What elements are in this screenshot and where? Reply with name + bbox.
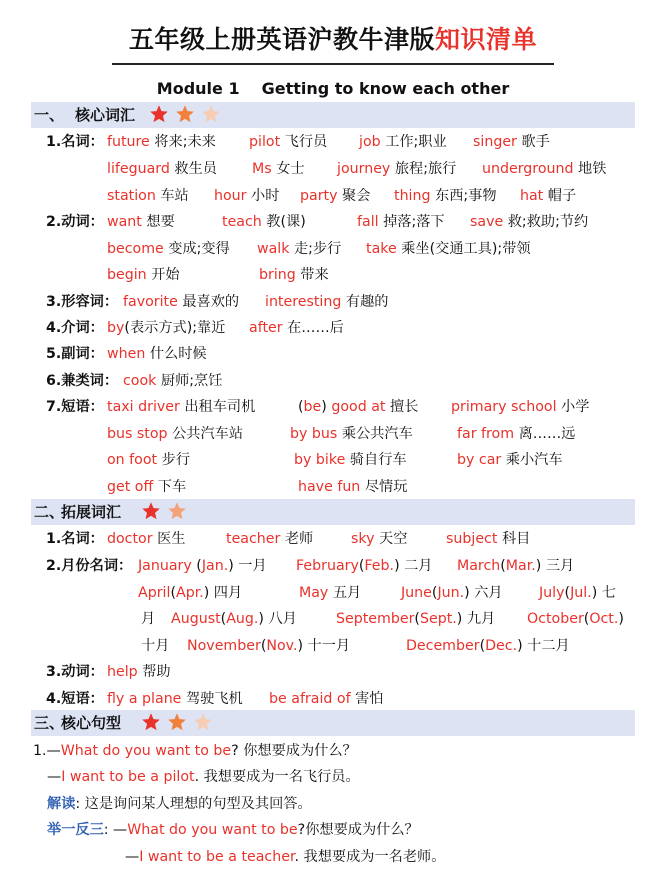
star-half-icon [167,501,187,521]
section-header-extended-vocab [31,499,635,525]
month-item: December(Dec.) 十二月 [406,638,570,654]
vocab-item: subject 科目 [446,531,531,547]
vocab-item: teach 教(课) [222,214,306,230]
adjectives-label: 3.形容词： [46,294,119,310]
phrase-item: by bus 乘公共汽车 [290,426,413,442]
sentence-question: 1.—What do you want to be? 你想要成为什么？ [33,743,357,759]
phrase-item: fly a plane 驾驶飞机 [107,691,243,707]
rating-stars [141,501,188,523]
vocab-item: future 将来;未来 [107,134,216,150]
vocab-item: take 乘坐(交通工具);带领 [366,241,531,257]
section-label: 拓展词汇 [61,503,122,521]
sentence-example-question: 举一反三: —What do you want to be?你想要成为什么？ [47,822,419,838]
vocab-item: walk 走;步行 [257,241,342,257]
star-half-icon [201,104,221,124]
adverbs-label: 5.副词： [46,346,104,362]
vocab-item: pilot 飞行员 [249,134,328,150]
vocab-item: lifeguard 救生员 [107,161,217,177]
vocab-item: Ms 女士 [252,161,305,177]
section-header-core-sentences [31,710,635,736]
vocab-item: when 什么时候 [107,346,207,362]
vocab-item: hour 小时 [214,188,280,204]
section-number: 二、 [34,503,65,521]
vocab-item: teacher 老师 [226,531,314,547]
vocab-item: job 工作;职业 [359,134,447,150]
phrase-item: bus stop 公共汽车站 [107,426,244,442]
module-subtitle [0,78,666,100]
star-half-icon [193,712,213,732]
verbs-label: 2.动词： [46,214,104,230]
title-highlight: 知识清单 [435,25,538,54]
vocab-item: after 在……后 [249,320,344,336]
rating-stars [141,712,214,734]
prepositions-label: 4.介词： [46,320,104,336]
month-item: June(Jun.) 六月 [401,585,503,601]
section-header-core-vocab [31,102,635,128]
month-item: March(Mar.) 三月 [457,558,575,574]
vocab-item: help 帮助 [107,664,171,680]
vocab-item: sky 天空 [351,531,408,547]
vocab-item: favorite 最喜欢的 [123,294,240,310]
sentence-example-answer: —I want to be a teacher. 我想要成为一名老师。 [125,849,446,865]
phrase-item: (be) good at 擅长 [298,399,419,415]
phrase-item: be afraid of 害怕 [269,691,384,707]
month-item: 十月 [141,638,170,654]
month-item: September(Sept.) 九月 [336,611,496,627]
vocab-item: underground 地铁 [482,161,607,177]
phrase-item: primary school 小学 [451,399,590,415]
month-item: February(Feb.) 二月 [296,558,433,574]
ext-nouns-label: 1.名词： [46,531,104,547]
phrase-item: get off 下车 [107,479,187,495]
vocab-item: journey 旅程;旅行 [337,161,457,177]
phrase-item: far from 离……远 [457,426,576,442]
vocab-item: fall 掉落;落下 [357,214,445,230]
nouns-label: 1.名词： [46,134,104,150]
vocab-item: party 聚会 [300,188,371,204]
module-number: Module 1 [156,79,240,98]
section-label: 核心词汇 [75,106,136,124]
vocab-item: thing 东西;事物 [394,188,497,204]
phrase-item: by bike 骑自行车 [294,452,407,468]
month-item: 月 [141,611,156,627]
star-icon [167,712,187,732]
vocab-item: interesting 有趣的 [265,294,389,310]
month-item: August(Aug.) 八月 [171,611,297,627]
star-icon [141,712,161,732]
page-title [0,20,666,60]
vocab-item: cook 厨师;烹饪 [123,373,223,389]
month-item: May 五月 [299,585,362,601]
phrase-item: taxi driver 出租车司机 [107,399,256,415]
vocab-item: want 想要 [107,214,175,230]
star-icon [141,501,161,521]
vocab-item: by(表示方式);靠近 [107,320,226,336]
vocab-item: singer 歌手 [473,134,550,150]
title-main: 五年级上册英语沪教牛津版 [128,25,435,54]
vocab-item: station 车站 [107,188,189,204]
vocab-item: bring 带来 [259,267,329,283]
section-number: 一、 [34,106,65,124]
rating-stars [149,104,222,126]
vocab-item: begin 开始 [107,267,180,283]
month-item: April(Apr.) 四月 [138,585,243,601]
vocab-item: hat 帽子 [520,188,577,204]
phrase-item: have fun 尽情玩 [298,479,408,495]
vocab-item: doctor 医生 [107,531,186,547]
phrase-item: on foot 步行 [107,452,191,468]
section-label: 核心句型 [61,714,122,732]
star-icon [149,104,169,124]
section-number: 三、 [34,714,65,732]
ext-verbs-label: 3.动词： [46,664,104,680]
sentence-answer: —I want to be a pilot. 我想要成为一名飞行员。 [47,769,360,785]
star-icon [175,104,195,124]
title-underline [112,63,554,65]
month-item: January (Jan.) 一月 [138,558,267,574]
ext-phrases-label: 4.短语： [46,691,104,707]
vocab-item: save 救;救助;节约 [470,214,589,230]
month-item: July(Jul.) 七 [539,585,616,601]
phrase-item: by car 乘小汽车 [457,452,563,468]
vocab-item: become 变成;变得 [107,241,230,257]
module-topic: Getting to know each other [261,79,510,98]
months-label: 2.月份名词： [46,558,133,574]
sentence-explanation: 解读: 这是询问某人理想的句型及其回答。 [47,796,312,812]
multi-class-label: 6.兼类词： [46,373,119,389]
month-item: October(Oct.) [527,611,624,627]
phrases-label: 7.短语： [46,399,104,415]
month-item: November(Nov.) 十一月 [187,638,351,654]
